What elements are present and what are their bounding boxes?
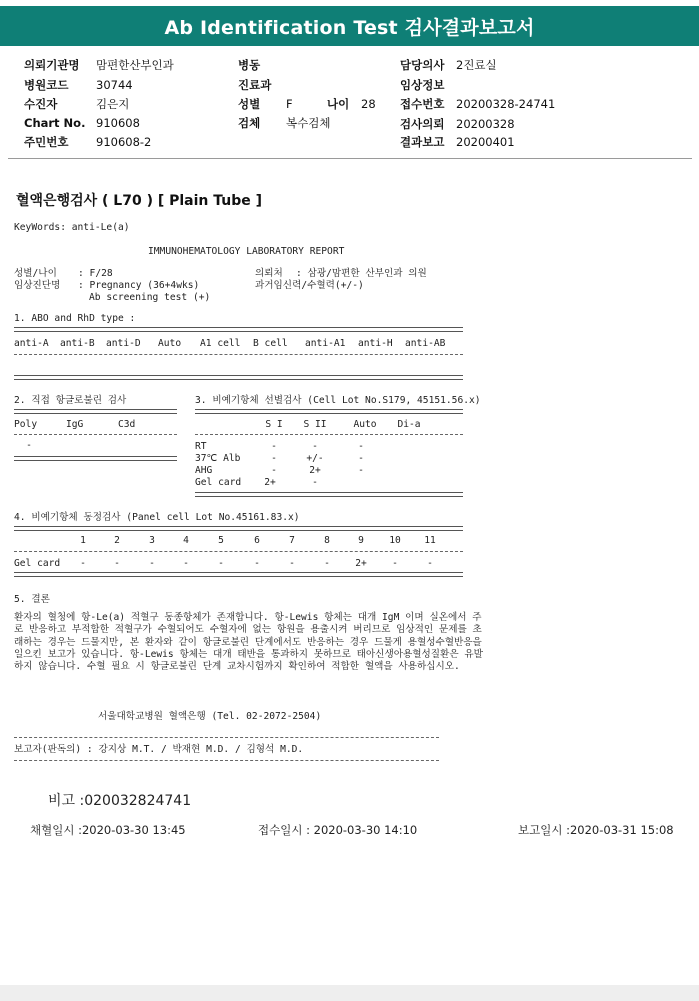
header-ward: [238, 57, 260, 73]
header-institution: [24, 57, 174, 73]
screening-cell: -: [358, 465, 364, 476]
panel-cell: -: [324, 558, 330, 569]
dat-col-igg: IgG: [66, 419, 84, 430]
header-label: 임상정보: [400, 78, 445, 92]
header-sex: [238, 96, 293, 112]
header-value: 20200328: [456, 117, 515, 131]
panel-col: 7: [289, 535, 295, 546]
reporter-rule-top: [14, 737, 439, 738]
panel-col: 6: [254, 535, 260, 546]
abo-title: 1. ABO and RhD type :: [14, 313, 136, 324]
screening-cell: 2+: [264, 477, 276, 488]
header-chart-no: [24, 116, 140, 130]
abo-col-anti-ab: anti-AB: [405, 338, 446, 349]
abo-col-anti-a1: anti-A1: [305, 338, 346, 349]
keywords: KeyWords: anti-Le(a): [14, 222, 130, 233]
reported-time: 보고일시 :2020-03-31 15:08: [518, 823, 674, 837]
panel-cell: -: [149, 558, 155, 569]
header-value: 20200328-24741: [456, 97, 556, 111]
header-value: 20200401: [456, 135, 515, 149]
panel-col: 5: [218, 535, 224, 546]
abo-col-auto: Auto: [158, 338, 182, 349]
conclusion-title: 5. 결론: [14, 594, 50, 605]
dat-col-poly: Poly: [14, 419, 38, 430]
remark-label: 비고 :: [48, 793, 85, 809]
panel-cell: -: [218, 558, 224, 569]
screening-rule-bottom: [195, 492, 463, 497]
panel-rule-top: [14, 526, 463, 531]
header-value: 복수검체: [286, 116, 331, 130]
received-time: 접수일시 : 2020-03-30 14:10: [258, 823, 418, 837]
sex-age-value: : F/28: [78, 268, 113, 279]
abo-rule-bottom: [14, 375, 463, 380]
header-resident-no: [24, 134, 151, 150]
header-label: 접수번호: [400, 97, 445, 111]
dat-rule-mid: [14, 434, 177, 435]
abo-rule-mid: [14, 354, 463, 355]
reporter: 보고자(판독의) : 강지상 M.T. / 박재현 M.D. / 김형석 M.D.: [14, 744, 304, 755]
panel-col: 9: [358, 535, 364, 546]
screening-col-auto: Auto: [353, 419, 377, 430]
panel-rule-bottom: [14, 572, 463, 577]
dat-col-c3d: C3d: [118, 419, 136, 430]
panel-cell: -: [254, 558, 260, 569]
screening-row-label: AHG: [195, 465, 213, 476]
panel-col: 4: [183, 535, 189, 546]
abo-rule-top: [14, 327, 463, 332]
panel-cell: 2+: [355, 558, 367, 569]
panel-col: 10: [389, 535, 401, 546]
header-label: 검사의뢰: [400, 117, 445, 131]
report-title: Ab Identification Test 검사결과보고서: [0, 6, 699, 46]
abo-col-anti-b: anti-B: [60, 338, 95, 349]
header-doctor: [400, 57, 497, 73]
abo-col-anti-h: anti-H: [358, 338, 393, 349]
screening-cell: 2+: [309, 465, 321, 476]
panel-col: 3: [149, 535, 155, 546]
header-label: 병동: [238, 58, 261, 72]
history-label: 과거임신력/수혈력(+/-): [255, 280, 364, 291]
screening-col-s1: S I: [265, 419, 283, 430]
hospital-contact: 서울대학교병원 혈액은행 (Tel. 02-2072-2504): [98, 711, 322, 722]
header-department: [238, 77, 271, 93]
conclusion-text: 환자의 혈청에 항-Le(a) 적혈구 동종항체가 존재합니다. 항-Lewis 항체는 대개 IgM 이며 실온에서 주로 반응하고 부적합한 적혈구가 수혈되어도 수혈자에 없는 항원을 용출시켜 버리므로 임상적인 문제를 초래하는 경우는 드물지만, 본 환자와 같이 항글로불린 단계에서도 반응하는 경우 드물게 용혈성수혈반응을 일으킨 보고가 있습니다. 항-Lewis 항체는 대개 태반을 통과하지 못하므로 태아신생아용혈성질환은 유발하지 않습니다. 수혈 필요 시 항글로불린 단계 교차시험까지 확인하여 적합한 혈액을 사용하십시오.: [14, 612, 483, 673]
header-request-date: [400, 116, 515, 132]
diagnosis-value-2: Ab screening test (+): [89, 292, 211, 303]
header-value: 맘편한산부인과: [96, 58, 174, 72]
requester-value: : 삼광/맘편한 산부인과 의원: [296, 268, 427, 279]
header-label: 나이: [327, 97, 350, 111]
header-label: 결과보고: [400, 135, 445, 149]
header-value: 김은지: [96, 97, 130, 111]
header-specimen: [238, 115, 330, 131]
header-value: F: [286, 97, 293, 111]
screening-rule-top: [195, 409, 463, 414]
screening-cell: -: [271, 465, 277, 476]
screening-cell: -: [358, 453, 364, 464]
header-label: 주민번호: [24, 135, 69, 149]
header-label: 진료과: [238, 78, 272, 92]
screening-cell: -: [312, 477, 318, 488]
screening-row-label: Gel card: [195, 477, 242, 488]
dat-rule-bottom: [14, 456, 177, 461]
header-value: 28: [361, 97, 376, 111]
diagnosis-label: 임상진단명: [14, 280, 61, 291]
header-label: 수진자: [24, 97, 58, 111]
screening-col-di-a: Di-a: [397, 419, 421, 430]
diagnosis-value: : Pregnancy (36+4wks): [78, 280, 200, 291]
page-bottom-band: [0, 985, 699, 1001]
screening-cell: -: [271, 453, 277, 464]
panel-cell: -: [183, 558, 189, 569]
reporter-rule-bottom: [14, 760, 439, 761]
panel-cell: -: [289, 558, 295, 569]
screening-col-s2: S II: [303, 419, 327, 430]
dat-title: 2. 직접 항글로불린 검사: [14, 395, 127, 406]
abo-col-a1-cell: A1 cell: [200, 338, 241, 349]
header-value: 910608-2: [96, 135, 152, 149]
header-label: 병원코드: [24, 78, 69, 92]
panel-cell: -: [427, 558, 433, 569]
header-age: [327, 96, 376, 112]
collected-time: 채혈일시 :2020-03-30 13:45: [30, 823, 186, 837]
panel-title: 4. 비예기항체 동정검사 (Panel cell Lot No.45161.83.x): [14, 512, 300, 523]
remark-value: 020032824741: [84, 793, 192, 809]
header-value: 2진료실: [456, 58, 497, 72]
screening-cell: -: [358, 441, 364, 452]
screening-rule-mid: [195, 434, 463, 435]
panel-rule-mid: [14, 551, 463, 552]
panel-cell: -: [114, 558, 120, 569]
header-label: Chart No.: [24, 116, 86, 130]
screening-cell: -: [312, 441, 318, 452]
section-title: 혈액은행검사 ( L70 ) [ Plain Tube ]: [16, 193, 263, 209]
panel-row-label: Gel card: [14, 558, 61, 569]
panel-col: 11: [424, 535, 436, 546]
header-divider: [8, 158, 692, 159]
header-patient: [24, 96, 129, 112]
panel-col: 2: [114, 535, 120, 546]
lab-report-title: IMMUNOHEMATOLOGY LABORATORY REPORT: [148, 246, 345, 257]
header-label: 의뢰기관명: [24, 58, 80, 72]
panel-col: 8: [324, 535, 330, 546]
screening-cell: -: [271, 441, 277, 452]
screening-row-label: 37℃ Alb: [195, 453, 241, 464]
screening-cell: +/-: [306, 453, 324, 464]
header-value: 30744: [96, 78, 133, 92]
abo-col-anti-d: anti-D: [106, 338, 141, 349]
screening-row-label: RT: [195, 441, 207, 452]
header-label: 성별: [238, 97, 261, 111]
panel-cell: -: [80, 558, 86, 569]
panel-cell: -: [392, 558, 398, 569]
dat-rule-top: [14, 409, 177, 414]
requester-label: 의뢰처: [255, 268, 283, 279]
header-report-date: [400, 134, 515, 150]
abo-col-b-cell: B cell: [253, 338, 288, 349]
header-label: 검체: [238, 116, 261, 130]
panel-col: 1: [80, 535, 86, 546]
screening-title: 3. 비예기항체 선별검사 (Cell Lot No.S179, 45151.56.x): [195, 395, 481, 406]
remark: [48, 790, 191, 810]
abo-col-anti-a: anti-A: [14, 338, 49, 349]
header-receipt-no: [400, 96, 555, 112]
header-value: 910608: [96, 116, 140, 130]
sex-age-label: 성별/나이: [14, 268, 57, 279]
dat-value-poly: -: [26, 440, 32, 451]
header-clinical-info: [400, 77, 456, 93]
header-label: 담당의사: [400, 58, 445, 72]
header-hospital-code: [24, 77, 133, 93]
